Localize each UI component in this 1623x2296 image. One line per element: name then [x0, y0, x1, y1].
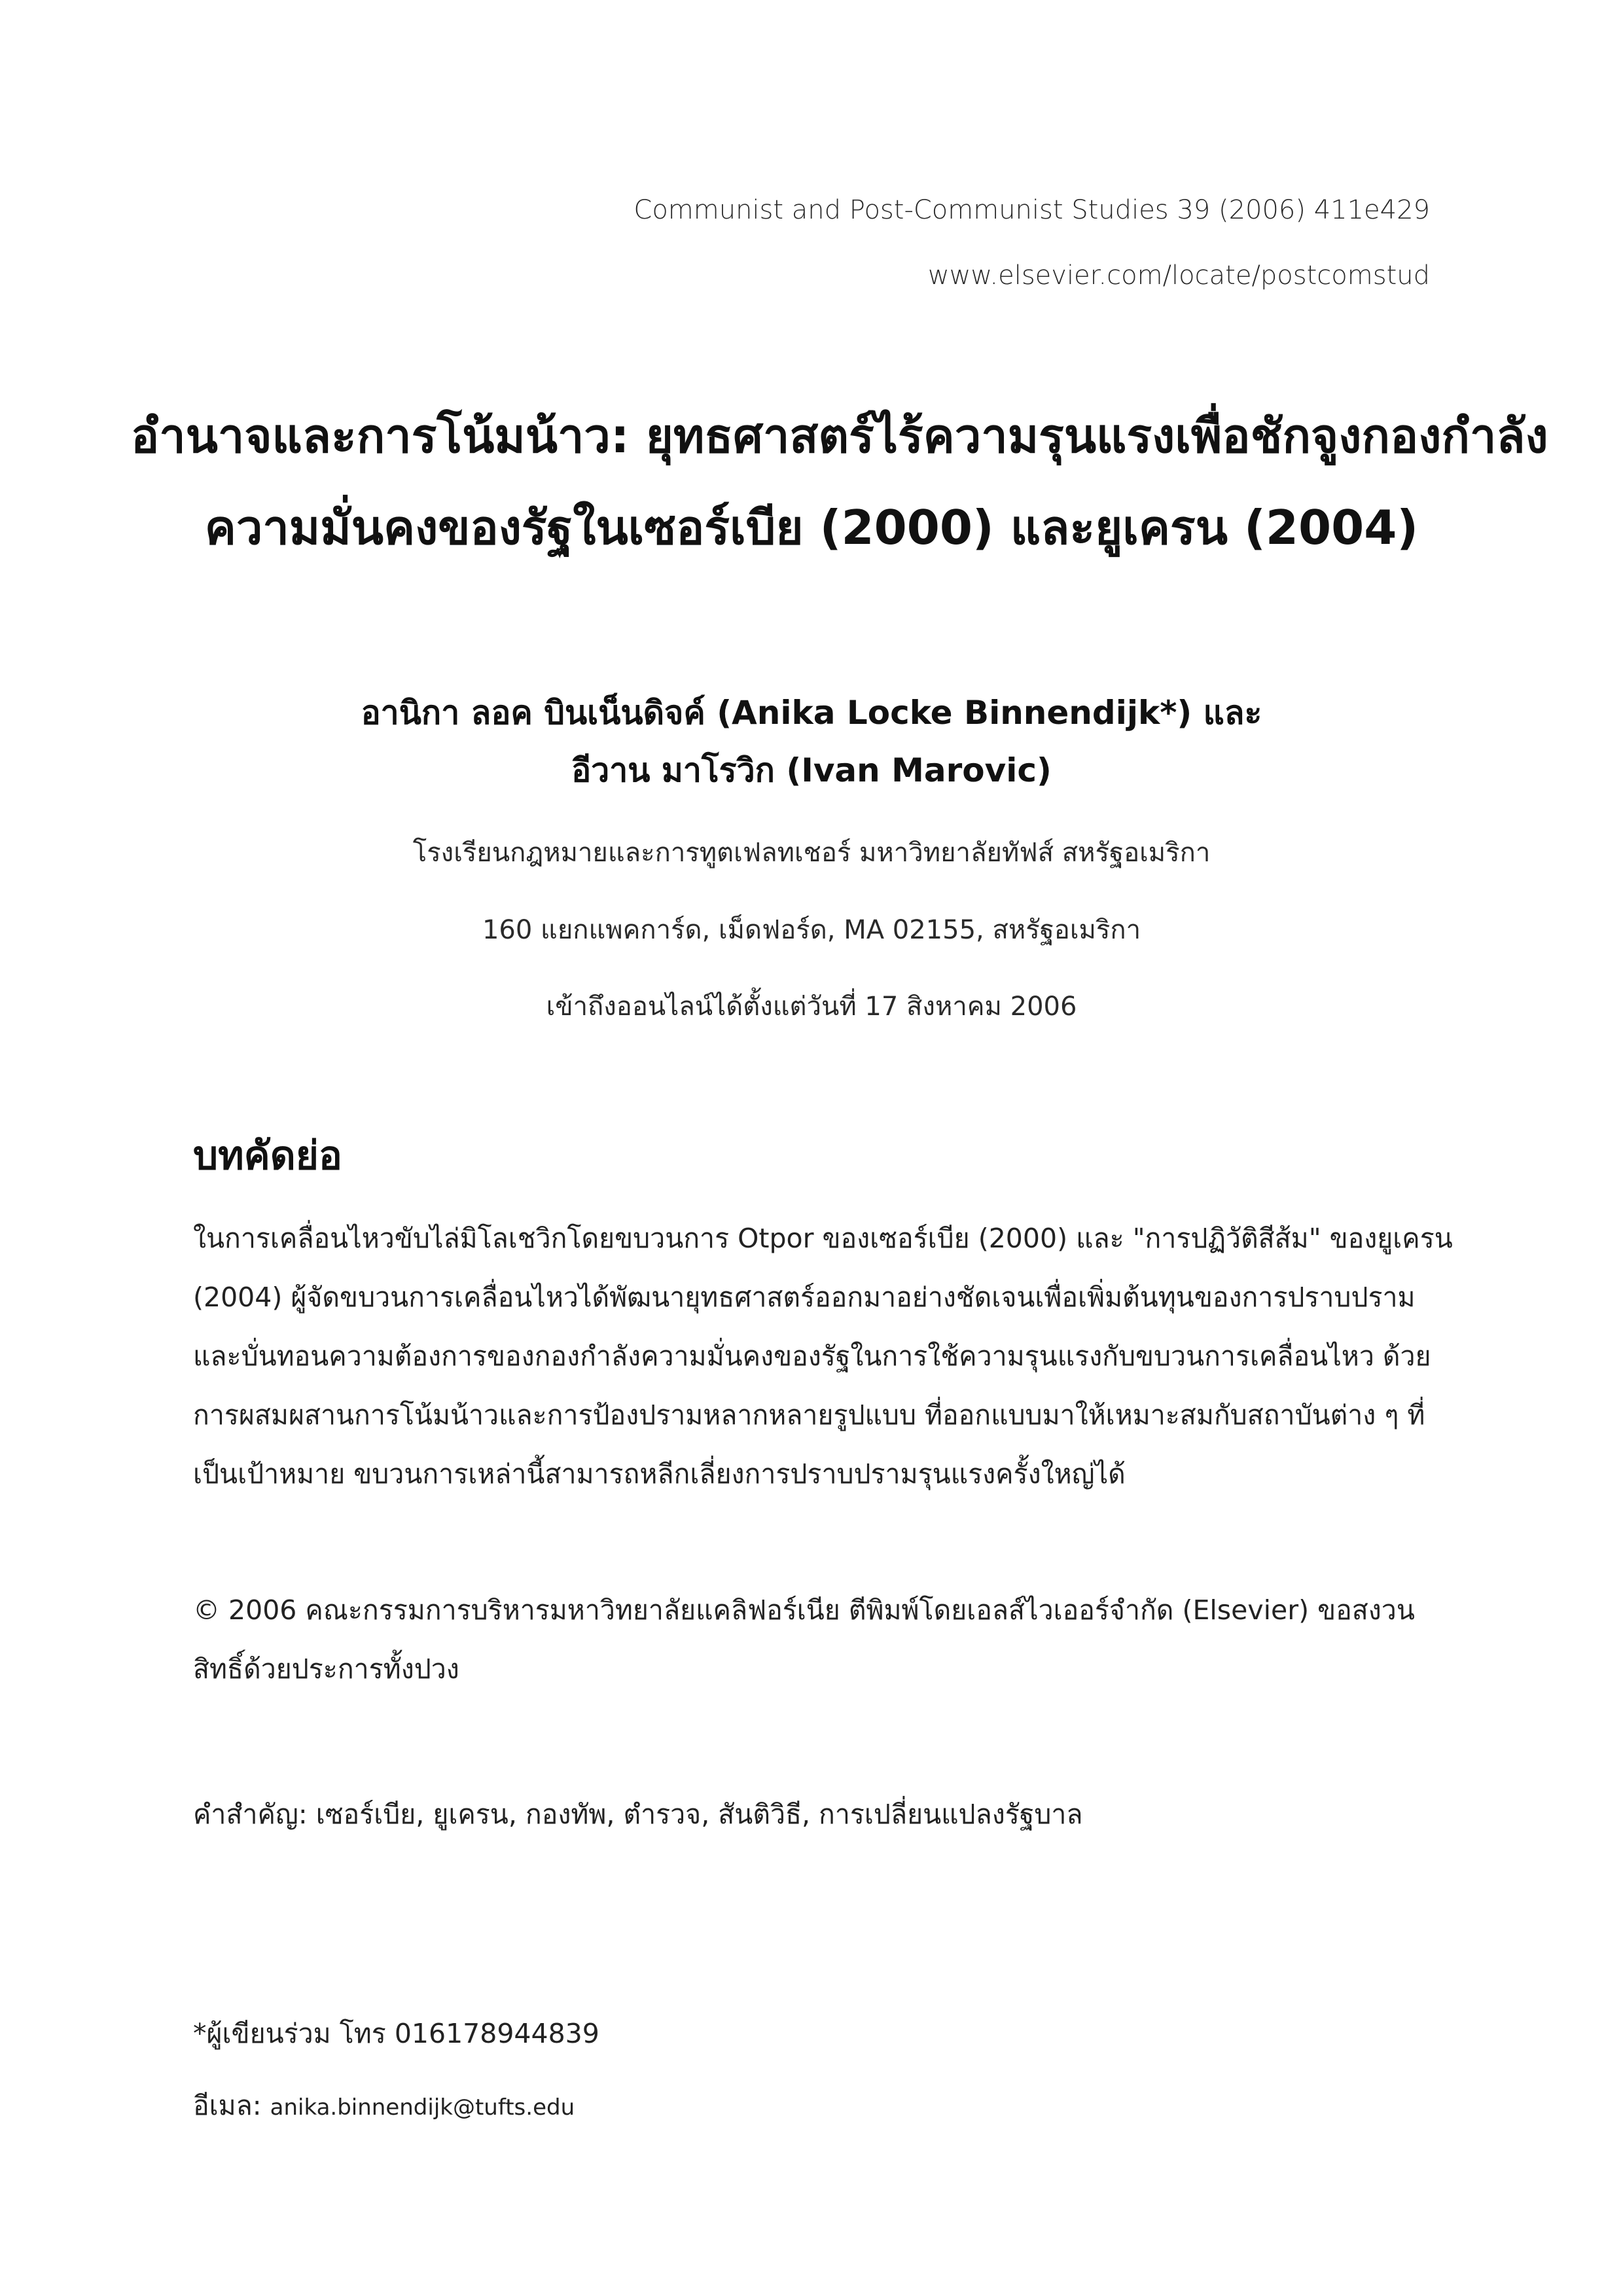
paper-title-line-2: ความมั่นคงของรัฐในเซอร์เบีย (2000) และยูเครน (2004)	[204, 500, 1419, 555]
email-address: anika.binnendijk@tufts.edu	[270, 2094, 575, 2121]
corresponding-author-note: *ผู้เขียนร่วม โทร 016178944839	[193, 2018, 599, 2049]
abstract-heading: บทคัดย่อ	[193, 1133, 342, 1179]
journal-url: www.elsevier.com/locate/postcomstud	[927, 260, 1430, 291]
email-label: อีเมล:	[193, 2090, 270, 2121]
keywords: คำสำคัญ: เซอร์เบีย, ยูเครน, กองทัพ, ตำรวจ, สันติวิธี, การเปลี่ยนแปลงรัฐบาล	[193, 1799, 1083, 1830]
author-line-2: อีวาน มาโรวิก (Ivan Marovic)	[571, 751, 1052, 789]
copyright-line-1: © 2006 คณะกรรมการบริหารมหาวิทยาลัยแคลิฟอร์เนีย ตีพิมพ์โดยเอลส์ไวเออร์จำกัด (Elsevier) ขอสงวน	[193, 1594, 1415, 1626]
affiliation-school: โรงเรียนกฎหมายและการทูตเฟลทเชอร์ มหาวิทยาลัยทัฟส์ สหรัฐอเมริกา	[412, 838, 1211, 868]
abstract-line: การผสมผสานการโน้มน้าวและการป้องปรามหลากหลายรูปแบบ ที่ออกแบบมาให้เหมาะสมกับสถาบันต่าง ๆ ที่	[193, 1399, 1425, 1431]
abstract-line: ในการเคลื่อนไหวขับไล่มิโลเชวิกโดยขบวนการ Otpor ของเซอร์เบีย (2000) และ "การปฏิวัติสีส้ม" ของยูเครน	[193, 1223, 1453, 1254]
affiliation-address: 160 แยกแพคการ์ด, เม็ดฟอร์ด, MA 02155, สหรัฐอเมริกา	[482, 915, 1141, 945]
email-note	[193, 2085, 575, 2127]
copyright-line-2: สิทธิ์ด้วยประการทั้งปวง	[193, 1653, 459, 1685]
abstract-line: และบั่นทอนความต้องการของกองกำลังความมั่นคงของรัฐในการใช้ความรุนแรงกับขบวนการเคลื่อนไหว ด้วย	[193, 1340, 1431, 1372]
paper-title-line-1: อำนาจและการโน้มน้าว: ยุทธศาสตร์ไร้ความรุนแรงเพื่อชักจูงกองกำลัง	[131, 408, 1548, 463]
author-line-1: อานิกา ลอค บินเน็นดิจค์ (Anika Locke Binnendijk*) และ	[361, 694, 1262, 732]
journal-citation: Communist and Post-Communist Studies 39 (2006) 411e429	[633, 195, 1430, 225]
abstract-line: เป็นเป้าหมาย ขบวนการเหล่านี้สามารถหลีกเลี่ยงการปราบปรามรุนแรงครั้งใหญ่ได้	[193, 1458, 1126, 1490]
online-date: เข้าถึงออนไลน์ได้ตั้งแต่วันที่ 17 สิงหาคม 2006	[546, 992, 1077, 1022]
abstract-line: (2004) ผู้จัดขบวนการเคลื่อนไหวได้พัฒนายุทธศาสตร์ออกมาอย่างชัดเจนเพื่อเพิ่มต้นทุนของการปราบปราม	[193, 1282, 1416, 1313]
